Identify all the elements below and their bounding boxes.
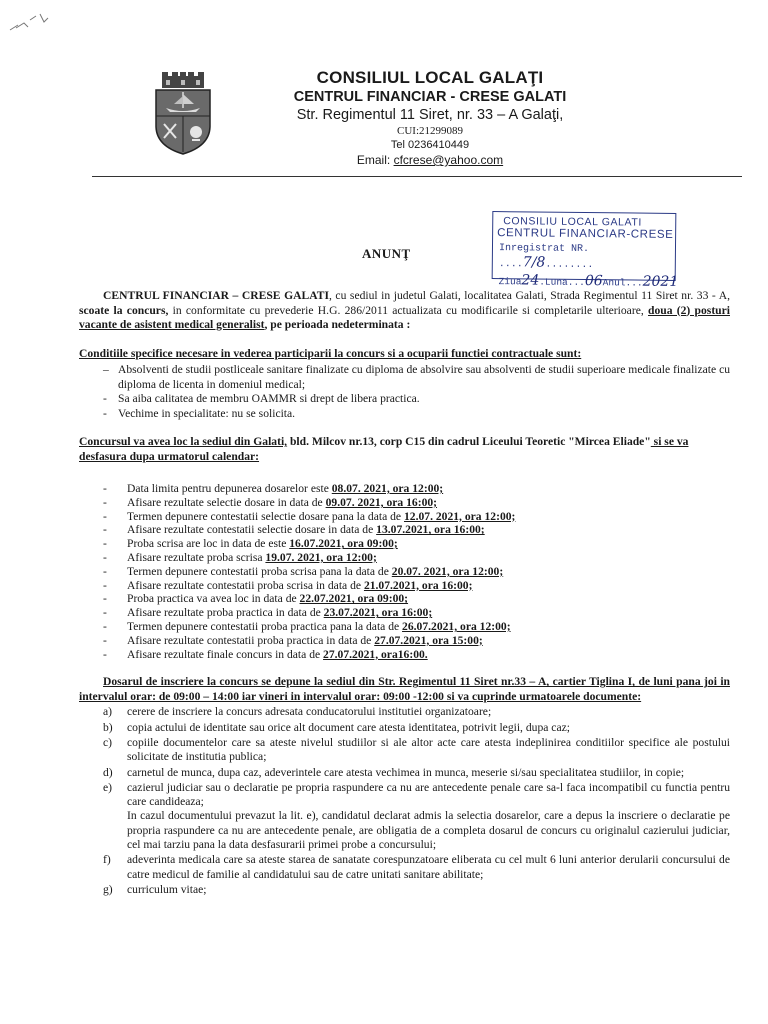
email-label: Email: [356, 153, 394, 167]
list-marker: c) [103, 735, 113, 749]
list-marker: - [103, 606, 107, 620]
location-part-1: Concursul va avea loc la sediul din Galati, [79, 435, 288, 448]
intro-text-3: , pe perioada nedeterminata : [264, 318, 411, 331]
list-marker: - [103, 592, 107, 606]
intro-paragraph [79, 289, 730, 333]
galati-coat-of-arms-icon [150, 72, 216, 156]
stamp-year: 2021 [642, 273, 679, 290]
calendar-item [79, 565, 730, 579]
document-item [79, 705, 730, 719]
list-marker: a) [103, 705, 113, 719]
calendar-item-date: 19.07. 2021, ora 12:00; [265, 550, 377, 564]
calendar-item-date: 27.07.2021, ora 15:00; [374, 633, 483, 647]
list-item-text: Absolventi de studii postliceale sanitare finalizate cu diploma de absolvire sau absolventi de studii superioare medicale finalizate cu diploma de licenta in domeniul medical; [118, 363, 731, 391]
calendar-item-date: 21.07.2021, ora 16:00; [363, 578, 473, 592]
document-item-text: copiile documentelor care sa ateste nivelul studiilor si ale altor acte care atesta indeplinirea conditiilor specifice ale postului solicitate de institutia publica; [127, 735, 730, 764]
stamp-year-label: Anul [602, 277, 626, 289]
calendar-item [79, 523, 730, 537]
dossier-paragraph [79, 675, 730, 704]
institution-phone: Tel 0236410449 [390, 139, 470, 151]
document-item [79, 736, 730, 765]
list-marker: - [103, 509, 107, 523]
list-marker: - [103, 482, 107, 495]
document-item-text: copia actului de identitate sau orice alt document care atesta identitatea, potrivit legii, dupa caz; [127, 720, 570, 734]
list-marker: - [103, 619, 107, 633]
email-link[interactable]: cfcrese@yahoo.com [393, 153, 504, 167]
registration-stamp [492, 211, 679, 290]
intro-concurs: scoate la concurs, [79, 303, 169, 317]
stamp-month-label: Luna [544, 276, 568, 288]
list-item [79, 407, 730, 422]
calendar-item-text: Termen depunere contestatii proba scrisa pana la data de [127, 564, 392, 578]
calendar-item-text: Termen depunere contestatii proba practica pana la data de [127, 619, 403, 633]
intro-text-2: in conformitate cu prevederie H.G. 286/2011 actualizata cu modificarile si completarile ulterioare, [168, 303, 649, 317]
calendar-item-date: 22.07.2021, ora 09:00; [299, 592, 409, 606]
calendar-item-text: Afisare rezultate contestatii proba scrisa in data de [127, 578, 364, 592]
document-item [79, 721, 730, 735]
document-item-text: carnetul de munca, dupa caz, adeverintele care atesta vechimea in munca, meserie si/sau specialitatea studiilor, in copie; [127, 765, 685, 779]
stamp-reg-label: Inregistrat NR. [498, 243, 590, 256]
calendar-item-text: Proba scrisa are loc in data de este [127, 537, 290, 551]
list-marker: - [103, 633, 107, 647]
calendar-item [79, 592, 730, 606]
calendar-item [79, 606, 730, 620]
list-marker: e) [103, 780, 113, 794]
calendar-item-text: Afisare rezultate selectie dosare in data de [127, 495, 326, 509]
calendar-item [79, 648, 730, 662]
stamp-line-3: Inregistrat NR. ....7/8........ [498, 243, 594, 272]
institution-cui: CUI:21299089 [397, 125, 463, 137]
location-paragraph [79, 435, 730, 464]
calendar-item-text: Afisare rezultate proba practica in data de [127, 606, 324, 620]
calendar-item [79, 634, 730, 648]
document-item [79, 853, 730, 882]
list-marker: - [103, 647, 107, 661]
dossier-text: Dosarul de inscriere la concurs se depune la sediul din Str. Regimentul 11 Siret nr.33 – A, cartier Tiglina I, de luni pana joi in intervalul orar: de 09:00 – 14:00 iar vineri in intervalul orar: 09:00 -12:00 si va cuprinde urmatoarele documente: [79, 675, 730, 703]
document-item [79, 766, 730, 780]
list-marker: - [103, 523, 107, 537]
list-item [79, 392, 730, 407]
document-item-text: adeverinta medicala care sa ateste starea de sanatate corespunzatoare eliberata cu cel mult 6 luni anterior derularii concursului de catre medicul de familie al candidatului sau de catre unitati sanitare abilitate; [127, 853, 730, 881]
announcement-heading: ANUNŢ [362, 246, 411, 261]
calendar-item-text: Afisare rezultate proba scrisa [127, 550, 266, 564]
list-marker: – [103, 363, 109, 376]
calendar-item-text: Afisare rezultate contestatii selectie dosare in data de [127, 523, 377, 537]
location-part-2: bld. Milcov nr.13, corp C15 din cadrul Liceului Teoretic "Mircea Eliade" [287, 435, 651, 448]
calendar-item [79, 482, 730, 496]
list-marker: d) [103, 765, 113, 779]
calendar-item [79, 537, 730, 551]
list-marker: b) [103, 720, 113, 734]
calendar-item-date: 27.07.2021, ora16:00. [323, 647, 428, 661]
location-part-3: si se va desfasura dupa urmatorul calendar: [79, 435, 689, 463]
calendar-item-date: 16.07.2021, ora 09:00; [289, 537, 398, 551]
pen-scribble-mark [6, 8, 56, 38]
stamp-month: 06 [584, 273, 603, 290]
calendar-item-text: Data limita pentru depunerea dosarelor este [127, 482, 332, 495]
intro-posts: doua (2) posturi vacante de asistent medical generalist [79, 303, 730, 331]
list-marker: - [103, 578, 107, 592]
document-item [79, 883, 730, 897]
document-item-text: cazierul judiciar sau o declaratie pe propria raspundere ca nu are antecedente penale care sa-l faca incompatibil cu functia pentru care candideaza; [127, 780, 730, 809]
stamp-day-label: Ziua [498, 276, 522, 288]
institution-email-line [230, 153, 630, 167]
calendar-item-text: Afisare rezultate contestatii proba practica in data de [127, 633, 375, 647]
calendar-item-text: Proba practica va avea loc in data de [127, 592, 300, 606]
document-item [79, 781, 730, 852]
calendar-item-text: Afisare rezultate finale concurs in data de [127, 647, 324, 661]
list-marker: - [103, 564, 107, 578]
list-marker: - [103, 495, 107, 509]
stamp-line-1: CONSILIU LOCAL GALATI [503, 215, 642, 229]
calendar-item [79, 620, 730, 634]
list-item-text: Sa aiba calitatea de membru OAMMR si drept de libera practica. [118, 392, 420, 405]
calendar-item-date: 23.07.2021, ora 16:00; [323, 606, 433, 620]
calendar-item-date: 09.07. 2021, ora 16:00; [325, 495, 438, 509]
list-marker: - [103, 392, 107, 405]
stamp-reg-number: 7/8 [522, 254, 546, 271]
list-marker: - [103, 550, 107, 564]
list-marker: f) [103, 853, 111, 867]
letterhead [230, 68, 630, 167]
intro-text-1: , cu sediul in judetul Galati, localitatea Galati, Strada Regimentul 11 Siret nr. 33 - A, [328, 289, 730, 302]
calendar-item-date: 20.07. 2021, ora 12:00; [391, 564, 504, 578]
institution-title: CONSILIUL LOCAL GALAŢI [316, 68, 544, 87]
list-marker: g) [103, 882, 113, 896]
list-marker: - [103, 537, 107, 551]
list-marker: - [103, 406, 107, 420]
document-item-note: In cazul documentului prevazut la lit. e), candidatul declarat admis la selectia dosarelor, care a depus la inscriere o declaratie pe propria raspundere ca nu are antecedente penale, are obligatia de a completa dosarul de concurs cu originalul cazierului judiciar, cel mai tarziu pana la data desfasurarii primei probe a concursului; [127, 809, 730, 852]
conditions-list [79, 363, 730, 421]
calendar-list [79, 482, 730, 661]
stamp-day: 24 [521, 272, 540, 289]
calendar-item-date: 13.07.2021, ora 16:00; [376, 523, 485, 537]
announcement-body [79, 289, 730, 898]
conditions-title: Conditiile specifice necesare in vederea participarii la concurs si a ocuparii functiei contractuale sunt: [79, 346, 582, 360]
calendar-item-date: 12.07. 2021, ora 12:00; [403, 509, 516, 523]
calendar-item [79, 496, 730, 510]
list-item [79, 363, 730, 392]
calendar-item [79, 510, 730, 524]
calendar-item-text: Termen depunere contestatii selectie dosare pana la data de [127, 509, 404, 523]
intro-org: CENTRUL FINANCIAR – CRESE GALATI [103, 289, 329, 302]
stamp-line-4: Ziua24.Luna...06Anul...2021 [498, 272, 679, 290]
calendar-item-date: 26.07.2021, ora 12:00; [402, 619, 511, 633]
stamp-line-2: CENTRUL FINANCIAR-CRESE [497, 227, 674, 241]
calendar-item [79, 579, 730, 593]
document-item-text: curriculum vitae; [127, 882, 207, 896]
documents-list [79, 705, 730, 897]
calendar-item [79, 551, 730, 565]
document-item-text: cerere de inscriere la concurs adresata conducatorului institutiei organizatoare; [127, 705, 492, 719]
institution-address: Str. Regimentul 11 Siret, nr. 33 – A Galaţi, [296, 107, 564, 123]
list-item-text: Vechime in specialitate: nu se solicita. [118, 406, 296, 420]
header-divider [92, 176, 742, 177]
calendar-item-date: 08.07. 2021, ora 12:00; [331, 482, 444, 495]
institution-subtitle: CENTRUL FINANCIAR - CRESE GALATI [293, 89, 567, 105]
